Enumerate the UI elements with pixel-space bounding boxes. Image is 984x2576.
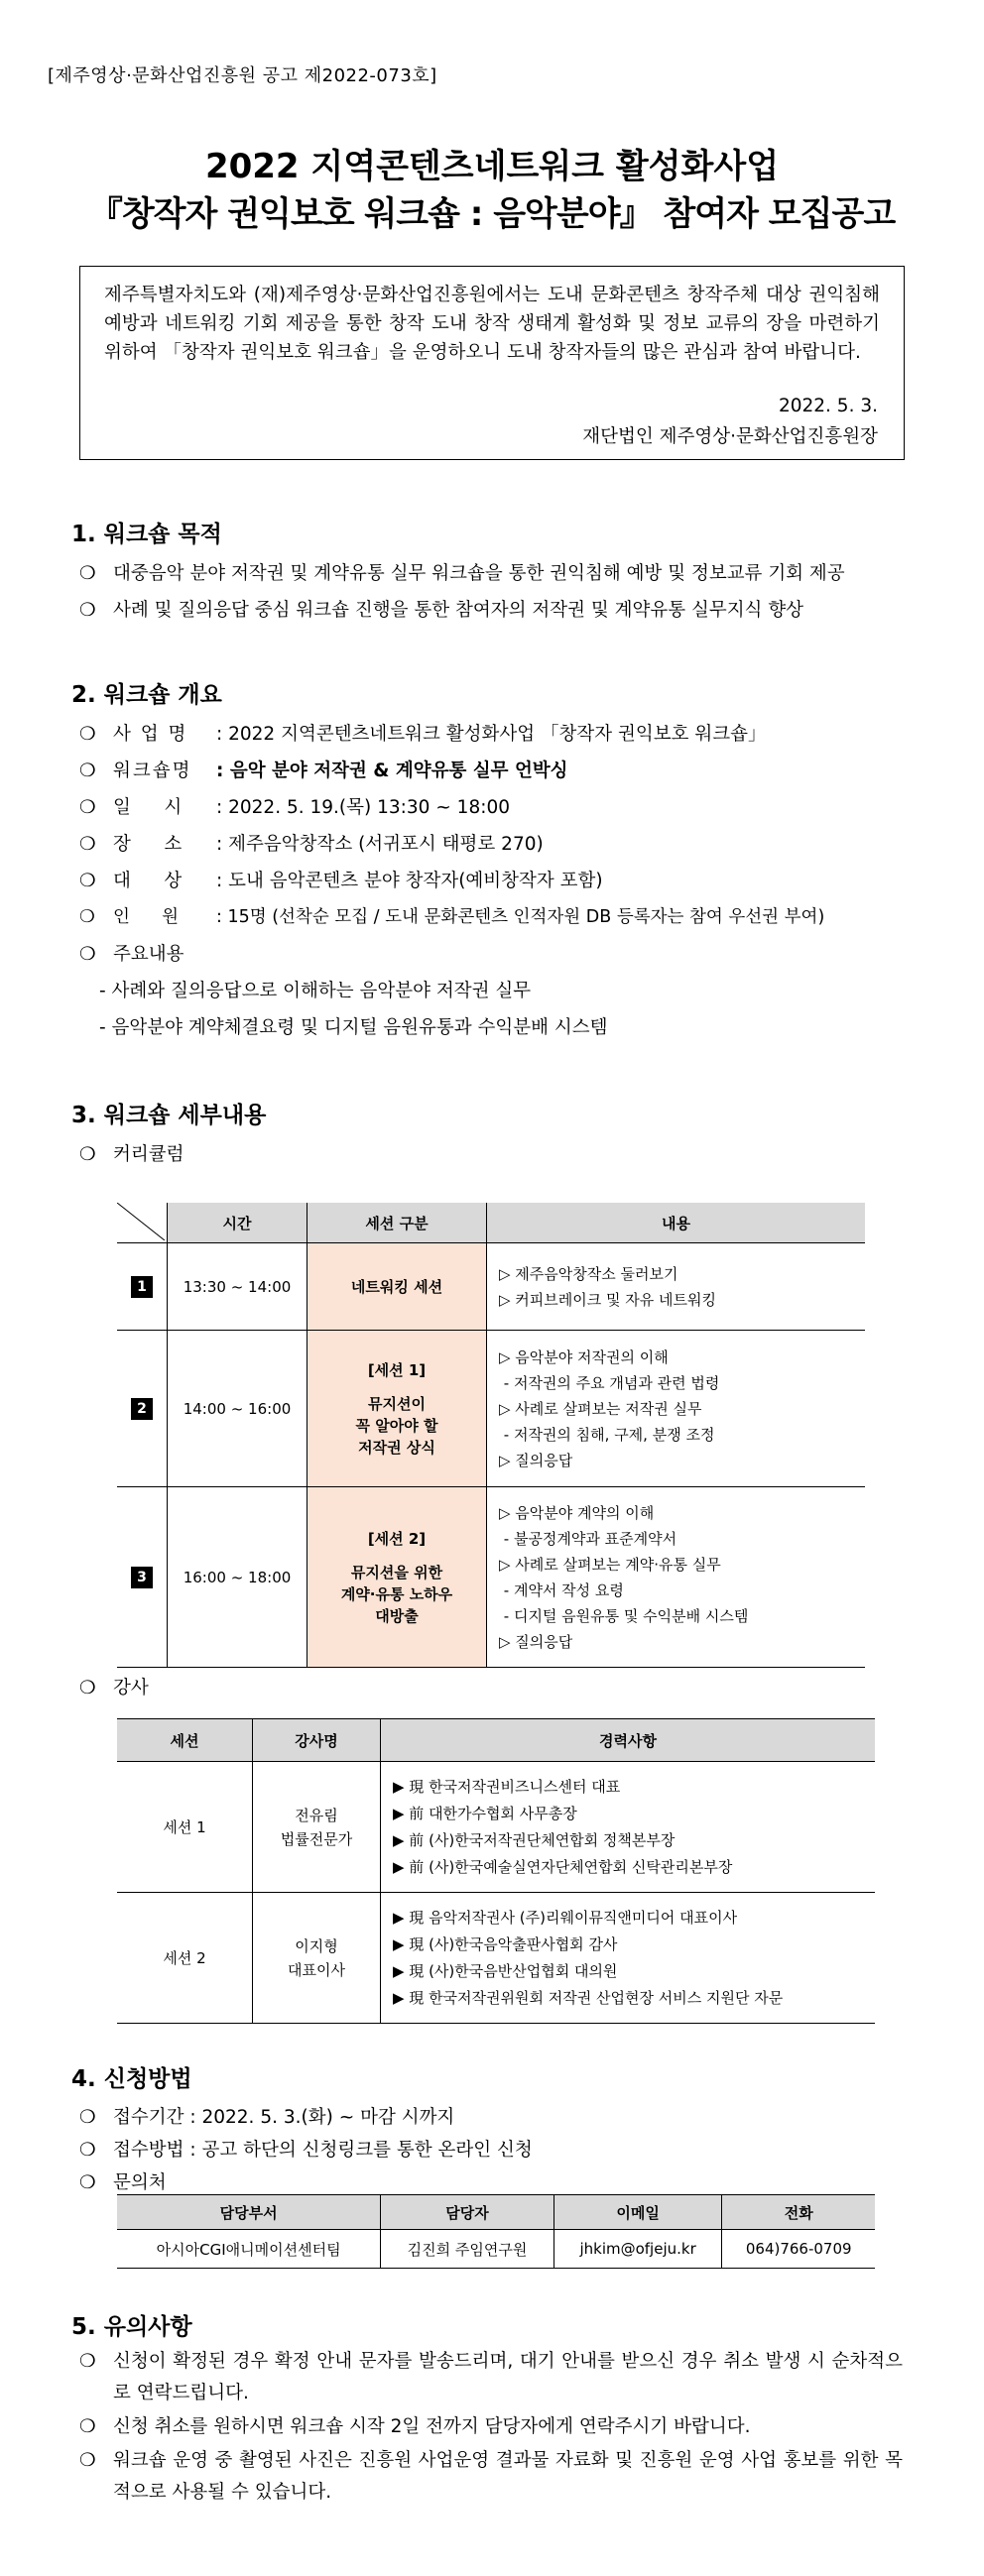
overview-row: ❍ 주요내용 — [79, 944, 184, 965]
overview-row: ❍ 사 업 명 : 2022 지역콘텐츠네트워크 활성화사업 「창작자 권익보호 워크숍」 — [79, 724, 767, 745]
bullet-icon: ❍ — [79, 1678, 96, 1698]
column-header: 시간 — [168, 1203, 308, 1243]
bullet-icon: ❍ — [79, 907, 95, 927]
bullet-icon: ❍ — [79, 2140, 96, 2161]
caution-item: ❍ 신청이 확정된 경우 확정 안내 문자를 발송드리며, 대기 안내를 받으신 경우 취소 발생 시 순차적으로 연락드립니다. — [79, 2346, 903, 2409]
session-type: [세션 1] 뮤지션이 꼭 알아야 할 저작권 상식 — [308, 1331, 487, 1487]
column-header: 세션 구분 — [308, 1203, 487, 1243]
bullet-icon: ❍ — [79, 2351, 96, 2372]
main-content-item: - 사례와 질의응답으로 이해하는 음악분야 저작권 실무 — [99, 981, 532, 1001]
contact-department: 아시아CGI애니메이션센터팀 — [117, 2230, 381, 2269]
table-row — [117, 1487, 865, 1668]
diagonal-line-icon — [117, 1203, 165, 1240]
session-number: 2 — [117, 1331, 168, 1487]
overview-row: ❍ 워크숍명 : 음악 분야 저작권 & 계약유통 실무 언박싱 — [79, 761, 568, 781]
intro-text: 제주특별자치도와 (재)제주영상·문화산업진흥원에서는 도내 문화콘텐츠 창작주체 대상 권익침해 예방과 네트워킹 기회 제공을 통한 창작 도내 창작 생태계 활성화 및 정보 교류의 장을 마련하기 위하여 「창작자 권익보호 워크숍」을 운영하오니 도내 창작자들의 많은 관심과 참여 바랍니다. — [104, 285, 880, 363]
overview-row: ❍ 장 소 : 제주음악창작소 (서귀포시 태평로 270) — [79, 834, 544, 855]
overview-row: ❍ 일 시 : 2022. 5. 19.(목) 13:30 ~ 18:00 — [79, 797, 510, 818]
session-type: [세션 2] 뮤지션을 위한 계약·유통 노하우 대방출 — [308, 1487, 487, 1668]
table-header-row — [117, 1203, 865, 1243]
bullet-icon: ❍ — [79, 2450, 96, 2471]
bullet-icon: ❍ — [79, 761, 96, 781]
column-header: 담당자 — [381, 2195, 554, 2230]
section-5-heading: 5. 유의사항 — [71, 2314, 192, 2340]
session-time: 14:00 ~ 16:00 — [168, 1331, 308, 1487]
bullet-icon: ❍ — [79, 724, 96, 745]
caution-item: ❍ 신청 취소를 원하시면 워크숍 시작 2일 전까지 담당자에게 연락주시기 바랍니다. — [79, 2411, 903, 2443]
column-header: 내용 — [487, 1203, 866, 1243]
bullet-icon: ❍ — [79, 834, 96, 855]
bullet-icon: ❍ — [79, 797, 96, 818]
contact-phone: 064)766-0709 — [722, 2230, 875, 2269]
table-row — [117, 1893, 875, 2024]
session-content: ▷ 제주음악창작소 둘러보기 ▷ 커피브레이크 및 자유 네트워킹 — [487, 1243, 866, 1331]
section-3-heading: 3. 워크숍 세부내용 — [71, 1103, 267, 1128]
column-header: 세션 — [117, 1719, 253, 1762]
overview-row: ❍ 인 원 : 15명 (선착순 모집 / 도내 문화콘텐츠 인적자원 DB 등록자는 참여 우선권 부여) — [79, 907, 825, 927]
lecturer-career: ▶ 現 한국저작권비즈니스센터 대표 ▶ 前 대한가수협회 사무총장 ▶ 前 (사)한국저작권단체연합회 정책본부장 ▶ 前 (사)한국예술실연자단체연합회 신탁관리본부장 — [381, 1762, 876, 1893]
contact-table — [117, 2194, 875, 2269]
diagonal-header-cell — [117, 1203, 168, 1243]
lecturer-session: 세션 2 — [117, 1893, 253, 2024]
session-time: 13:30 ~ 14:00 — [168, 1243, 308, 1331]
lecturer-name: 이지형 대표이사 — [253, 1893, 381, 2024]
lecturer-label: ❍ 강사 — [79, 1678, 149, 1698]
table-row — [117, 1331, 865, 1487]
session-number: 1 — [117, 1243, 168, 1331]
lecturer-session: 세션 1 — [117, 1762, 253, 1893]
issuing-org: 재단법인 제주영상·문화산업진흥원장 — [582, 426, 878, 447]
bullet-icon: ❍ — [79, 600, 96, 621]
apply-row: ❍ 접수기간 : 2022. 5. 3.(화) ~ 마감 시까지 — [79, 2107, 455, 2128]
bullet-icon: ❍ — [79, 944, 96, 965]
notice-number: [제주영상·문화산업진흥원 공고 제2022-073호] — [48, 65, 437, 86]
bullet-icon: ❍ — [79, 1144, 96, 1165]
column-header: 담당부서 — [117, 2195, 381, 2230]
bullet-icon: ❍ — [79, 563, 96, 584]
page-subtitle: 『창작자 권익보호 워크숍 : 음악분야』 참여자 모집공고 — [88, 194, 896, 234]
session-content: ▷ 음악분야 계약의 이해 - 불공정계약과 표준계약서 ▷ 사례로 살펴보는 계약·유통 실무 - 계약서 작성 요령 - 디지털 음원유통 및 수익분배 시스템 ▷ 질의응답 — [487, 1487, 866, 1668]
contact-person: 김진희 주임연구원 — [381, 2230, 554, 2269]
page-title: 2022 지역콘텐츠네트워크 활성화사업 — [204, 147, 780, 186]
curriculum-label: ❍ 커리큘럼 — [79, 1144, 184, 1165]
bullet-icon: ❍ — [79, 2172, 96, 2193]
intro-box — [79, 266, 905, 460]
table-row — [117, 2230, 875, 2269]
bullet-icon: ❍ — [79, 2107, 96, 2128]
column-header: 전화 — [722, 2195, 875, 2230]
notice-date: 2022. 5. 3. — [778, 396, 878, 416]
caution-item: ❍ 워크숍 운영 중 촬영된 사진은 진흥원 사업운영 결과물 자료화 및 진흥원 운영 사업 홍보를 위한 목적으로 사용될 수 있습니다. — [79, 2445, 903, 2509]
session-type: 네트워킹 세션 — [308, 1243, 487, 1331]
table-row — [117, 1243, 865, 1331]
apply-row: ❍ 접수방법 : 공고 하단의 신청링크를 통한 온라인 신청 — [79, 2140, 533, 2161]
table-header-row — [117, 1719, 875, 1762]
column-header: 이메일 — [554, 2195, 722, 2230]
lecturer-table — [117, 1718, 875, 2024]
column-header: 경력사항 — [381, 1719, 876, 1762]
session-number: 3 — [117, 1487, 168, 1668]
lecturer-name: 전유림 법률전문가 — [253, 1762, 381, 1893]
table-header-row — [117, 2195, 875, 2230]
section-4-heading: 4. 신청방법 — [71, 2066, 192, 2092]
section-1-heading: 1. 워크숍 목적 — [71, 522, 222, 547]
purpose-item: ❍ 대중음악 분야 저작권 및 계약유통 실무 워크숍을 통한 권익침해 예방 및 정보교류 기회 제공 — [79, 563, 845, 584]
curriculum-table — [117, 1203, 865, 1668]
table-row — [117, 1762, 875, 1893]
purpose-item: ❍ 사례 및 질의응답 중심 워크숍 진행을 통한 참여자의 저작권 및 계약유통 실무지식 향상 — [79, 600, 804, 621]
session-content: ▷ 음악분야 저작권의 이해 - 저작권의 주요 개념과 관련 법령 ▷ 사례로 살펴보는 저작권 실무 - 저작권의 침해, 구제, 분쟁 조정 ▷ 질의응답 — [487, 1331, 866, 1487]
bullet-icon: ❍ — [79, 2416, 96, 2437]
apply-row: ❍ 문의처 — [79, 2172, 167, 2193]
bullet-icon: ❍ — [79, 871, 96, 891]
session-time: 16:00 ~ 18:00 — [168, 1487, 308, 1668]
column-header: 강사명 — [253, 1719, 381, 1762]
overview-row: ❍ 대 상 : 도내 음악콘텐츠 분야 창작자(예비창작자 포함) — [79, 871, 603, 891]
contact-email: jhkim@ofjeju.kr — [554, 2230, 722, 2269]
section-2-heading: 2. 워크숍 개요 — [71, 682, 222, 708]
main-content-item: - 음악분야 계약체결요령 및 디지털 음원유통과 수익분배 시스템 — [99, 1017, 608, 1038]
lecturer-career: ▶ 現 음악저작권사 (주)리웨이뮤직앤미디어 대표이사 ▶ 現 (사)한국음악출판사협회 감사 ▶ 現 (사)한국음반산업협회 대의원 ▶ 現 한국저작권위원회 저작권 산업현장 서비스 지원단 자문 — [381, 1893, 876, 2024]
